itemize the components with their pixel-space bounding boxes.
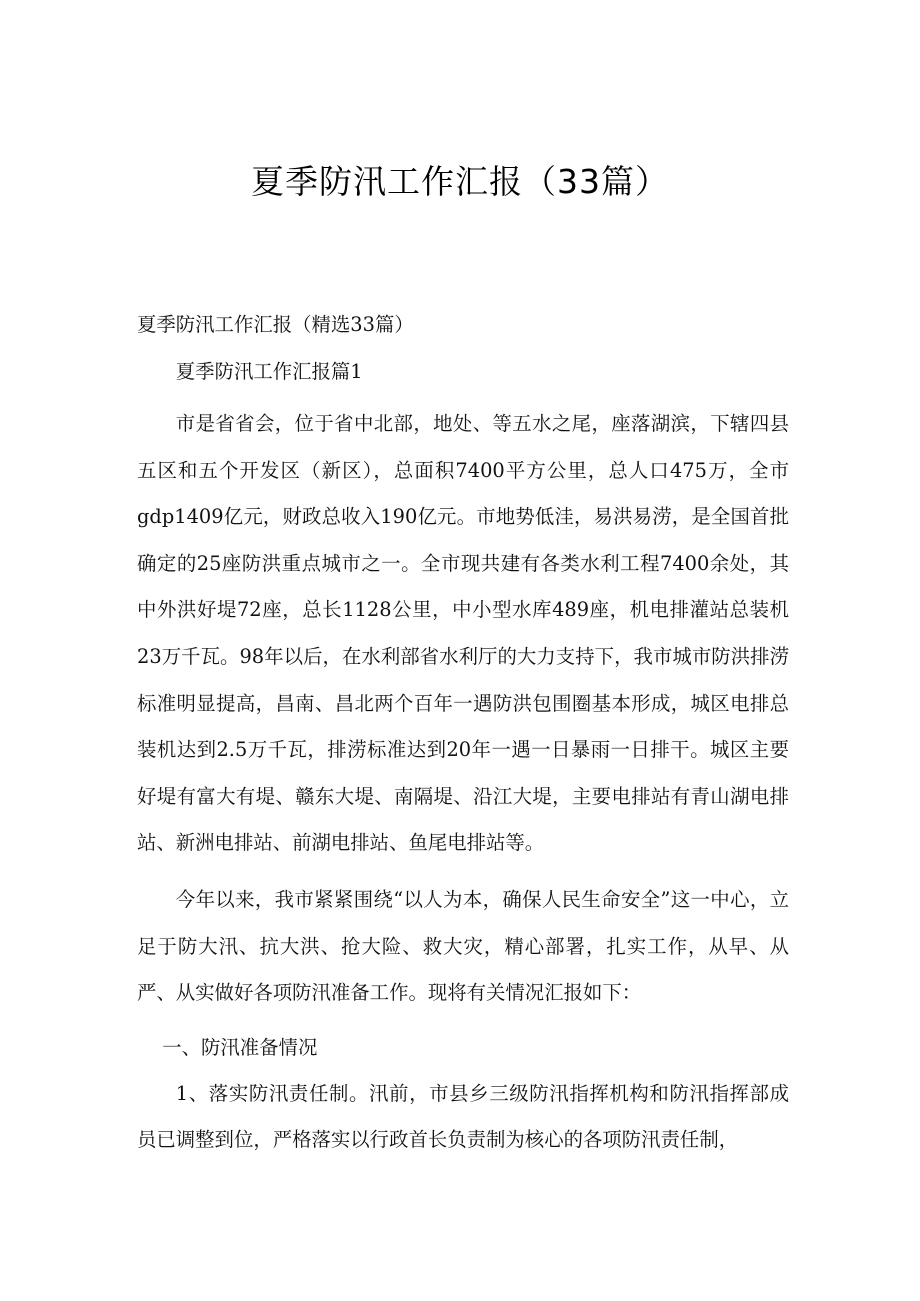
body-paragraph: 市是省省会，位于省中北部，地处、等五水之尾，座落湖滨，下辖四县五区和五个开发区（新区），总面积7400平方公里，总人口475万，全市gdp1409亿元，财政总收入190亿元。市地势低洼，易洪易涝，是全国首批确定的25座防洪重点城市之一。全市现共建有各类水利工程7400余处，其中外洪好堤72座，总长1128公里，中小型水库489座，机电排灌站总装机23万千瓦。98年以后，在水利部省水利厅的大力支持下，我市城市防洪排涝标准明显提高，昌南、昌北两个百年一遇防洪包围圈基本形成，城区电排总装机达到2.5万千瓦，排涝标准达到20年一遇一日暴雨一日排干。城区主要好堤有富大有堤、赣东大堤、南隔堤、沿江大堤，主要电排站有青山湖电排站、新洲电排站、前湖电排站、鱼尾电排站等。 — [137, 412, 789, 855]
document-body — [137, 310, 789, 1164]
section-heading: 夏季防汛工作汇报篇1 — [175, 360, 363, 383]
document-title: 夏季防汛工作汇报（33篇） — [251, 162, 669, 201]
sub-heading: 一、防汛准备情况 — [162, 1035, 318, 1059]
body-paragraph: 1、落实防汛责任制。汛前，市县乡三级防汛指挥机构和防汛指挥部成员已调整到位，严格落实以行政首长负责制为核心的各项防汛责任制， — [137, 1081, 789, 1152]
document-subtitle: 夏季防汛工作汇报（精选33篇） — [137, 313, 414, 336]
body-paragraph: 今年以来，我市紧紧围绕“以人为本，确保人民生命安全”这一中心，立足于防大汛、抗大洪、抢大险、救大灾，精心部署，扎实工作，从早、从严、从实做好各项防汛准备工作。现将有关情况汇报如下： — [137, 887, 789, 1005]
